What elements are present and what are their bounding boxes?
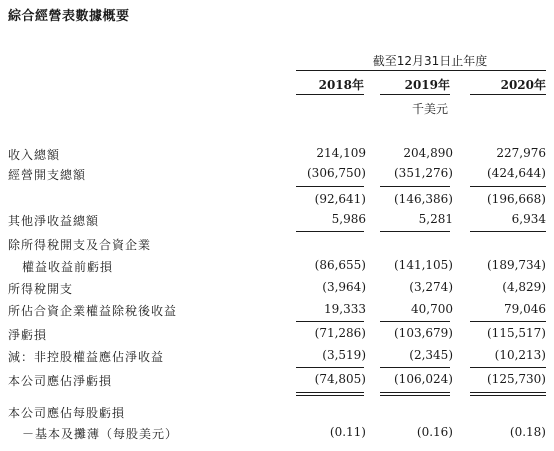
value-2019: (103,679) — [394, 326, 453, 340]
value-2020: 6,934 — [511, 212, 546, 226]
value-2019: (0.16) — [416, 425, 453, 439]
total-rule-2020 — [470, 392, 546, 393]
value-2020: (189,734) — [487, 258, 546, 272]
value-2018: (3,519) — [322, 348, 366, 362]
value-2018: (71,286) — [314, 326, 366, 340]
subtotal-rule-2020 — [470, 321, 546, 322]
value-2019: (146,386) — [394, 192, 453, 206]
value-2020: (196,668) — [487, 192, 546, 206]
row-label: 除所得稅開支及合資企業 — [8, 238, 152, 252]
value-2019: (141,105) — [394, 258, 453, 272]
table-row — [0, 280, 554, 300]
subtotal-rule-2020 — [470, 367, 546, 368]
row-label: 權益收益前虧損 — [22, 260, 114, 274]
value-2020: 227,976 — [496, 146, 546, 160]
year-2018-underline — [296, 94, 364, 95]
row-label: 本公司應佔每股虧損 — [8, 406, 126, 420]
value-2020: (0.18) — [509, 425, 546, 439]
subtotal-rule-2020 — [470, 231, 546, 232]
total-rule-2020 — [470, 395, 546, 396]
unit-label: 千美元 — [411, 102, 448, 116]
value-2018: 5,986 — [331, 212, 366, 226]
value-2020: (4,829) — [502, 280, 546, 294]
row-label: 減：非控股權益應佔淨收益 — [8, 350, 165, 364]
total-rule-2018 — [296, 395, 364, 396]
subtotal-rule-2019 — [380, 186, 450, 187]
value-2020: (115,517) — [487, 326, 546, 340]
table-row — [0, 348, 554, 368]
table-row — [0, 372, 554, 392]
value-2019: (106,024) — [394, 372, 453, 386]
value-2019: (3,274) — [409, 280, 453, 294]
row-label: 所得稅開支 — [8, 282, 74, 296]
table-row — [0, 404, 554, 424]
row-label: 收入總額 — [8, 148, 61, 162]
value-2018: (74,805) — [314, 372, 366, 386]
value-2019: (2,345) — [409, 348, 453, 362]
year-2019-underline — [380, 94, 450, 95]
subtotal-rule-2019 — [380, 367, 450, 368]
table-row — [0, 236, 554, 256]
value-2020: (10,213) — [494, 348, 546, 362]
value-2020: 79,046 — [504, 302, 546, 316]
row-label: 所佔合資企業權益除稅後收益 — [8, 304, 178, 318]
table-row — [0, 166, 554, 186]
table-row — [0, 302, 554, 322]
period-header: 截至12月31日止年度 — [372, 54, 488, 68]
table-row — [0, 258, 554, 278]
table-row — [0, 192, 554, 212]
table-row — [0, 326, 554, 346]
subtotal-rule-2019 — [380, 321, 450, 322]
table-row — [0, 425, 554, 445]
subtotal-rule-2018 — [296, 231, 364, 232]
section-title: 綜合經營表數據概要 — [8, 9, 130, 24]
year-2019-header: 2019年 — [404, 78, 450, 92]
year-2020-underline — [470, 94, 546, 95]
period-underline — [296, 70, 546, 71]
total-rule-2019 — [380, 392, 450, 393]
value-2018: (0.11) — [329, 425, 366, 439]
row-label: 經營開支總額 — [8, 168, 87, 182]
row-label: －基本及攤薄（每股美元） — [22, 427, 179, 441]
value-2019: 5,281 — [418, 212, 453, 226]
table-row — [0, 212, 554, 232]
value-2019: 40,700 — [411, 302, 453, 316]
total-rule-2018 — [296, 392, 364, 393]
value-2019: (351,276) — [394, 166, 453, 180]
value-2020: (125,730) — [487, 372, 546, 386]
value-2018: (3,964) — [322, 280, 366, 294]
year-2020-header: 2020年 — [500, 78, 546, 92]
table-row — [0, 146, 554, 166]
value-2018: 19,333 — [324, 302, 366, 316]
value-2018: (92,641) — [314, 192, 366, 206]
value-2020: (424,644) — [487, 166, 546, 180]
subtotal-rule-2018 — [296, 186, 364, 187]
row-label: 淨虧損 — [8, 328, 48, 342]
row-label: 其他淨收益總額 — [8, 214, 100, 228]
subtotal-rule-2018 — [296, 321, 364, 322]
value-2019: 204,890 — [403, 146, 453, 160]
subtotal-rule-2020 — [470, 186, 546, 187]
subtotal-rule-2019 — [380, 231, 450, 232]
value-2018: (86,655) — [314, 258, 366, 272]
row-label: 本公司應佔淨虧損 — [8, 374, 113, 388]
subtotal-rule-2018 — [296, 367, 364, 368]
total-rule-2019 — [380, 395, 450, 396]
value-2018: 214,109 — [316, 146, 366, 160]
year-2018-header: 2018年 — [318, 78, 364, 92]
value-2018: (306,750) — [307, 166, 366, 180]
